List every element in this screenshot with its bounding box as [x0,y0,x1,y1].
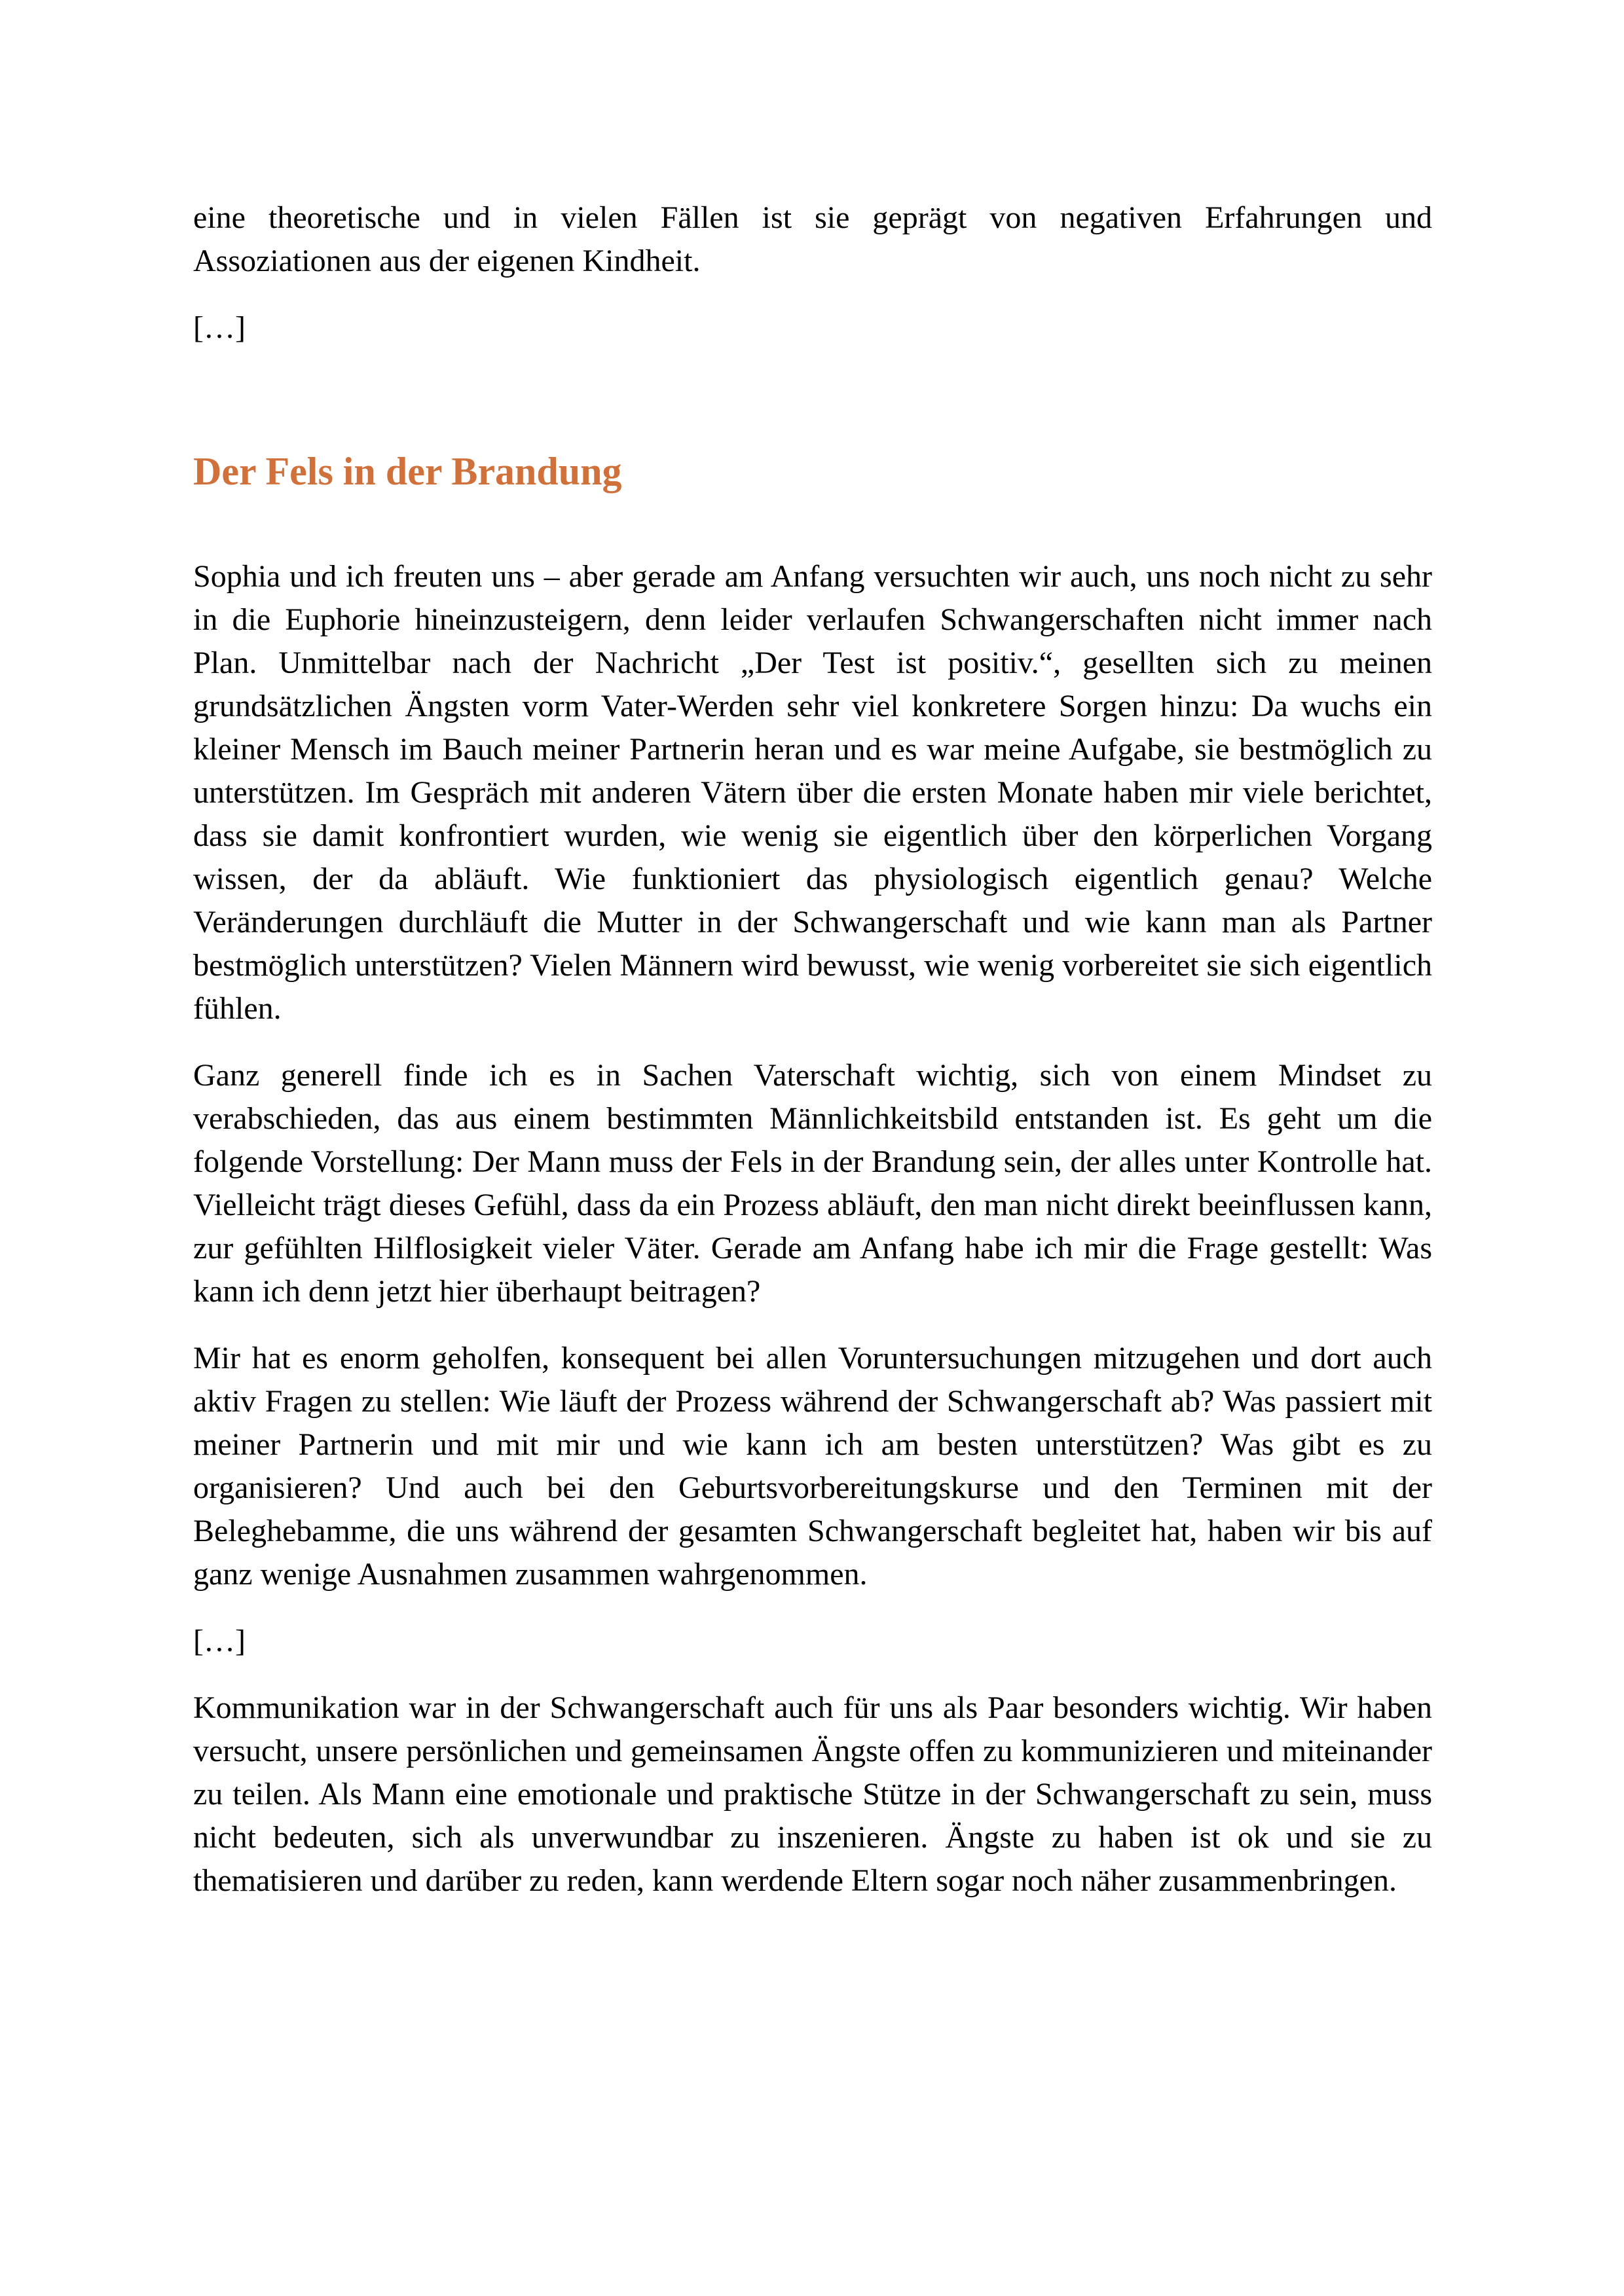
intro-fragment-paragraph: eine theoretische und in vielen Fällen ist sie geprägt von negativen Erfahrungen und Assoziationen aus der eigenen Kindheit. [193,200,1432,278]
paragraph-mindset: Ganz generell finde ich es in Sachen Vaterschaft wichtig, sich von einem Mindset zu verabschieden, das aus einem bestimmten Männlichkeitsbild entstanden ist. Es geht um die folgende Vorstellung: Der Mann muss der Fels in der Brandung sein, der alles unter Kontrolle hat. Vielleicht trägt dieses Gefühl, dass da ein Prozess abläuft, den man nicht direkt beeinflussen kann, zur gefühlten Hilflosigkeit vieler Väter. Gerade am Anfang habe ich mir die Frage gestellt: Was kann ich denn jetzt hier überhaupt beitragen? [193,1058,1432,1309]
text-block [193,196,1432,1903]
omission-marker: […] [193,1624,246,1658]
paragraph-voruntersuchungen: Mir hat es enorm geholfen, konsequent bei allen Voruntersuchungen mitzugehen und dort auch aktiv Fragen zu stellen: Wie läuft der Prozess während der Schwangerschaft ab? Was passiert mit meiner Partnerin und mit mir und wie kann ich am besten unterstützen? Was gibt es zu organisieren? Und auch bei den Geburtsvorbereitungskurse und den Terminen mit der Beleghebamme, die uns während der gesamten Schwangerschaft begleitet hat, haben wir bis auf ganz wenige Ausnahmen zusammen wahrgenommen. [193,1341,1432,1592]
omission-marker: […] [193,310,246,345]
paragraph-sophia: Sophia und ich freuten uns – aber gerade am Anfang versuchten wir auch, uns noch nicht zu sehr in die Euphorie hineinzusteigern, denn leider verlaufen Schwangerschaften nicht immer nach Plan. Unmittelbar nach der Nachricht „Der Test ist positiv.“, gesellten sich zu meinen grundsätzlichen Ängsten vorm Vater-Werden sehr viel konkretere Sorgen hinzu: Da wuchs ein kleiner Mensch im Bauch meiner Partnerin heran und es war meine Aufgabe, sie bestmöglich zu unterstützen. Im Gespräch mit anderen Vätern über die ersten Monate haben mir viele berichtet, dass sie damit konfrontiert wurden, wie wenig sie eigentlich über den körperlichen Vorgang wissen, der da abläuft. Wie funktioniert das physiologisch eigentlich genau? Welche Veränderungen durchläuft die Mutter in der Schwangerschaft und wie kann man als Partner bestmöglich unterstützen? Vielen Männern wird bewusst, wie wenig vorbereitet sie sich eigentlich fühlen. [193,559,1432,1026]
paragraph-kommunikation: Kommunikation war in der Schwangerschaft auch für uns als Paar besonders wichtig. Wir haben versucht, unsere persönlichen und gemeinsamen Ängste offen zu kommunizieren und miteinander zu teilen. Als Mann eine emotionale und praktische Stütze in der Schwangerschaft zu sein, muss nicht bedeuten, sich als unverwundbar zu inszenieren. Ängste zu haben ist ok und sie zu thematisieren und darüber zu reden, kann werdende Eltern sogar noch näher zusammenbringen. [193,1690,1432,1898]
section-heading: Der Fels in der Brandung [193,450,622,493]
